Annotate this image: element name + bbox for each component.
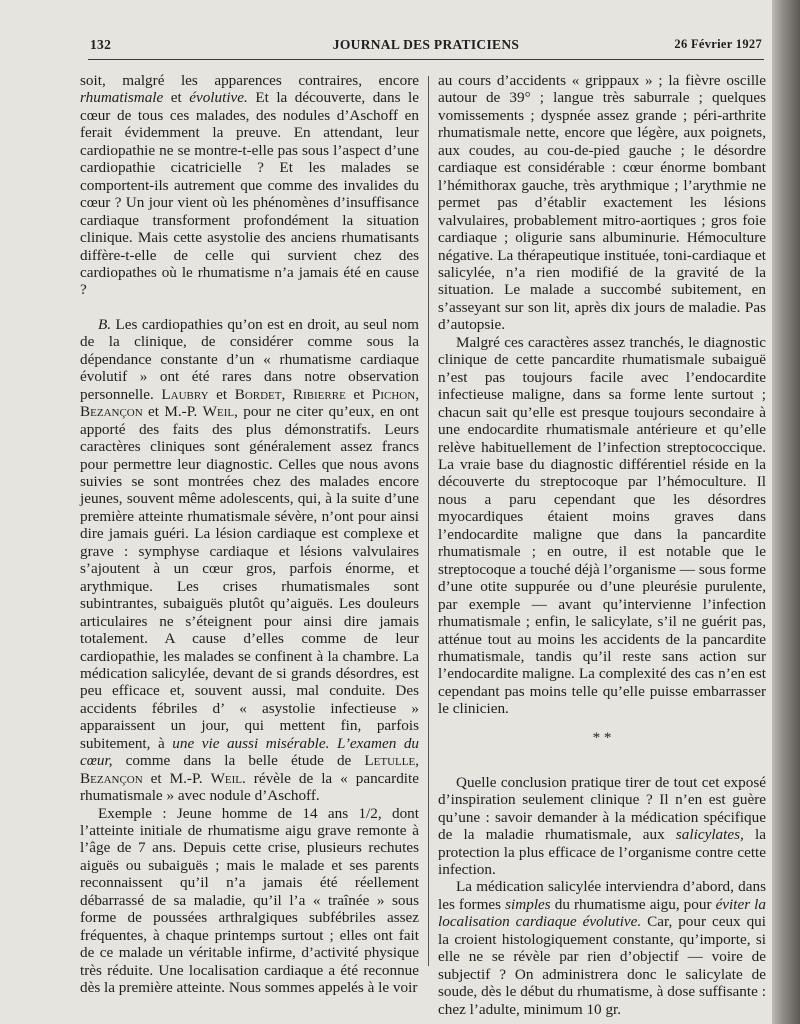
paragraph: La médication salicylée interviendra d’abord, dans les formes simples du rhumatisme aigu, pour éviter la localisation cardiaque évolutive. Car, pour ceux qui la croient histologiquement constante, qu’importe, si elle ne se révèle par rien d’objectif — voire de subjectif ? On administrera donc le salicylate de soude, dès le début du rhumatisme, à dose suffisante : chez l’adulte, minimum 10 gr. — [438, 878, 766, 1018]
issue-date: 26 Février 1927 — [674, 37, 762, 51]
author-name: Bordet — [234, 385, 282, 403]
author-name: Weil — [210, 769, 242, 787]
author-name: Bezançon — [80, 769, 143, 787]
italic-text: B. — [98, 315, 112, 333]
italic-text: éviter la localisation cardiaque évolutive. — [438, 895, 766, 931]
author-name: Letulle — [364, 752, 416, 770]
left-column — [80, 72, 419, 997]
author-name: Weil — [202, 403, 235, 421]
paragraph: B. Les cardiopathies qu’on est en droit, au seul nom de la clinique, de considérer comme sous la dépendance constante d’un « rhumatisme cardiaque évolutif » ont été rares dans notre observation personnelle. Laubry et Bordet, Ribierre et Pichon, Bezançon et M.-P. Weil, pour ne citer qu’eux, en ont apporté des faits des plus démonstratifs. Leurs caractères cliniques sont généralement assez francs pour permettre leur diagnostic. Celles que nous avons suivies se sont montrées chez des malades encore jeunes, souvent même adolescents, qui, à la suite d’une première atteinte rhumatismale sévère, n’ont pour ainsi dire jamais guéri. La lésion cardiaque est complexe et grave : symphyse cardiaque et lésions valvulaires s’ajoutent à un cœur gros, parfois énorme, et arythmique. Les crises rhumatismales sont subintrantes, subaiguës plutôt qu’aiguës. Les douleurs articulaires ne s’éteignent pour ainsi dire jamais totalement. A cause d’elles comme de leur cardiopathie, les malades se confinent à la chambre. La médication salicylée, devant de si grands désordres, est peu efficace et, souvent aussi, mal conduite. Des accidents fébriles d’ « asystolie infectieuse » apparaissent un jour, qui mettent fin, parfois subitement, à une vie aussi misérable. L’examen du cœur, comme dans la belle étude de Letulle, Bezançon et M.-P. Weil. révèle de la « pancardite rhumatismale » avec nodule d’Aschoff. — [80, 315, 420, 805]
journal-title: JOURNAL DES PRATICIENS — [332, 37, 520, 52]
asterism: * * — [592, 729, 612, 746]
header-rule — [88, 59, 764, 60]
author-name: Pichon — [371, 385, 416, 403]
italic-text: une vie aussi misérable. — [172, 734, 330, 752]
page-binding-shadow — [772, 0, 800, 1024]
paragraph: Malgré ces caractères assez tranchés, le diagnostic clinique de cette pancardite rhumatismale subaiguë n’est pas toujours facile avec l’endocardite infectieuse maligne, dans sa forme lente surtout ; chacun sait qu’elle est presque toujours secondaire à une endocardite rhumatismale antérieure et qu’elle relève habituellement de l’infection streptococcique. La vraie base du diagnostic différentiel réside en la découverte du streptocoque par l’hémoculture. Il nous a paru cependant que les désordres myocardiques étaient moins graves dans l’endocardite maligne que dans la pancardite rhumatismale ; en outre, il est notable que le streptocoque a touché déjà l’organisme — sous forme d’une otite suppurée ou d’une pleurésie purulente, par exemple — avant qu’intervienne l’infection rhumatismale ; enfin, le salicylate, s’il ne guérit pas, atténue tout au moins les accidents de la pancardite rhumatismale, tandis qu’il reste sans action sur l’endocardite maligne. La complexité des cas n’en est cependant pas moins telle qu’elle puisse embarrasser le clinicien. — [438, 333, 766, 718]
column-divider — [428, 76, 429, 966]
paragraph: soit, malgré les apparences contraires, encore rhumatismale et évolutive. Et la découverte, dans le cœur de tous ces malades, des nodules d’Aschoff en ferait évidemment la preuve. En attendant, leur cardiopathie ne se montre-t-elle pas sous l’aspect d’une cardiopathie cicatricielle ? Et les malades se comportent-ils autrement que comme des invalides du cœur ? Un jour vient où les phénomènes d’insuffisance cardiaque transforment profondément la situation clinique. Mais cette asystolie des anciens rhumatisants diffère-t-elle de celle qui survient chez des cardiopathes où le rhumatisme n’a jamais été en cause ? — [80, 72, 420, 299]
author-name: Bezançon — [80, 403, 143, 421]
italic-text: salicylates, — [675, 826, 744, 844]
paragraph-gap — [80, 299, 419, 316]
italic-text: rhumatismale — [80, 89, 164, 107]
author-name: Ribierre — [292, 385, 346, 403]
page-number: 132 — [90, 37, 112, 52]
paragraph: Exemple : Jeune homme de 14 ans 1/2, dont l’atteinte initiale de rhumatisme aigu grave remonte à l’âge de 7 ans. Depuis cette crise, plusieurs rechutes aiguës ou subaiguës ; mais le malade et ses parents reconnaissent qu’il n’a jamais été réellement débarrassé de sa maladie, qu’il l’a « traînée » sous forme de poussées arthralgiques subfébriles assez fréquentes, à chaque printemps surtout ; elles ont fait de ce malade un véritable infirme, d’activité physique très réduite. Une localisation cardiaque a été reconnue dès la première atteinte. Nous sommes appelés à le voir — [80, 804, 419, 997]
italic-text: simples — [505, 895, 551, 913]
paragraph: Quelle conclusion pratique tirer de tout cet exposé d’inspiration seulement clinique ? Il n’en est guère qu’une : savoir demander à la médication spécifique de la maladie rhumatismale, aux salicylates, la protection la plus efficace de l’organisme contre cette infection. — [438, 773, 766, 879]
right-column — [438, 72, 766, 1018]
author-name: Laubry — [161, 385, 209, 403]
italic-text: L’examen du cœur, — [80, 734, 420, 770]
section-separator — [438, 729, 766, 746]
running-header — [90, 34, 762, 56]
italic-text: évolutive. — [189, 89, 248, 107]
paragraph: au cours d’accidents « grippaux » ; la fièvre oscille autour de 39° ; langue très saburrale ; quelques vomissements ; dyspnée assez grande ; péri-arthrite rhumatismale nette, encore que légère, aux poignets, aux coudes, au cou-de-pied gauche ; le désordre cardiaque est considérable : cœur énorme bombant l’hémithorax gauche, très arythmique ; l’arythmie ne permet pas d’établir exactement les lésions valvulaires, probablement mitro-aortiques ; gros foie cardiaque ; oligurie sans albuminurie. Hémoculture négative. La thérapeutique instituée, toni-cardiaque et salicylée, n’a rien modifié de la gravité de la situation. Le malade a succombé subitement, en s’asseyant sur son lit, après dix jours de maladie. Pas d’autopsie. — [438, 72, 766, 334]
